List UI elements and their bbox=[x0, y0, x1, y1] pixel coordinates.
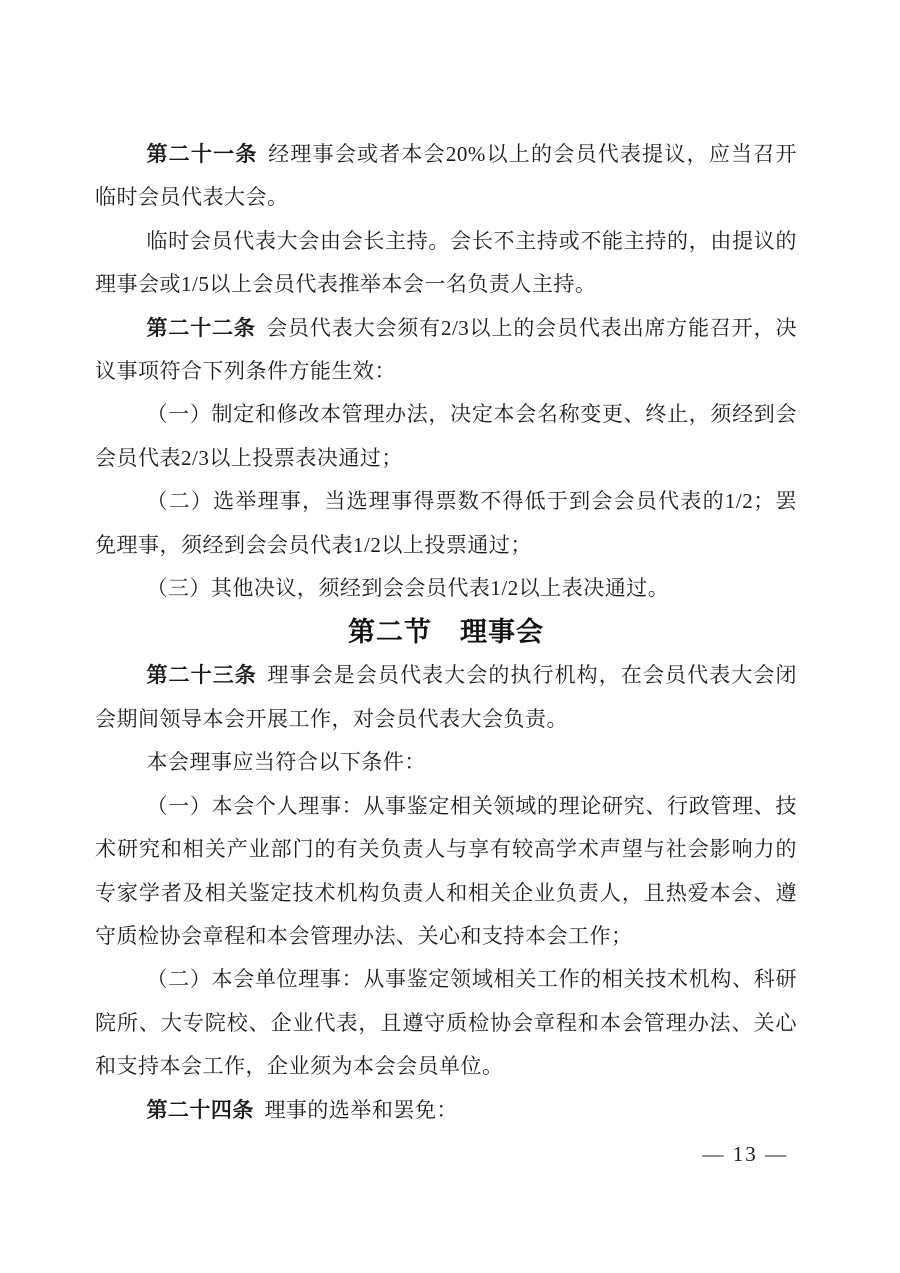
article-22-number: 第二十二条 bbox=[146, 315, 256, 340]
article-23-text: 理事会是会员代表大会的执行机构，在会员代表大会闭会期间领导本会开展工作，对会员代表大会负责。 bbox=[95, 663, 798, 731]
director-conditions-text: 本会理事应当符合以下条件： bbox=[146, 750, 426, 775]
individual-director-text: （一）本会个人理事：从事鉴定相关领域的理论研究、行政管理、技术研究和相关产业部门的有关负责人与享有较高学术声望与社会影响力的专家学者及相关鉴定技术机构负责人和相关企业负责人，且热爱本会、遵守质检协会章程和本会管理办法、关心和支持本会工作； bbox=[95, 793, 797, 948]
article-21-text: 经理事会或者本会20%以上的会员代表提议，应当召开临时会员代表大会。 bbox=[95, 142, 797, 210]
document-content bbox=[95, 133, 797, 1132]
individual-director-clause bbox=[95, 785, 797, 959]
interim-meeting-paragraph bbox=[95, 220, 797, 307]
article-21-paragraph bbox=[95, 133, 797, 220]
article-24-text: 理事的选举和罢免： bbox=[264, 1097, 458, 1122]
article-22-text: 会员代表大会须有2/3以上的会员代表出席方能召开，决议事项符合下列条件方能生效： bbox=[95, 315, 798, 384]
article-22-paragraph bbox=[95, 307, 797, 394]
article-22-clause-three bbox=[95, 567, 797, 610]
article-24-paragraph bbox=[95, 1089, 797, 1132]
section-2-heading: 第二节 理事会 bbox=[348, 617, 544, 648]
article-23-paragraph bbox=[95, 654, 797, 741]
article-23-number: 第二十三条 bbox=[146, 663, 257, 688]
clause-one-text: （一）制定和修改本管理办法，决定本会名称变更、终止，须经到会会员代表2/3以上投票表决通过； bbox=[95, 402, 797, 470]
unit-director-clause bbox=[95, 958, 797, 1088]
clause-three-text: （三）其他决议，须经到会会员代表1/2以上表决通过。 bbox=[146, 576, 670, 601]
director-conditions-paragraph bbox=[95, 741, 797, 784]
article-22-clause-one bbox=[95, 393, 797, 480]
article-24-number: 第二十四条 bbox=[146, 1097, 254, 1122]
clause-two-text: （二）选举理事，当选理事得票数不得低于到会会员代表的1/2；罢免理事，须经到会会员代表1/2以上投票通过； bbox=[95, 489, 797, 557]
unit-director-text: （二）本会单位理事：从事鉴定领域相关工作的相关技术机构、科研院所、大专院校、企业代表，且遵守质检协会章程和本会管理办法、关心和支持本会工作，企业须为本会会员单位。 bbox=[95, 967, 797, 1079]
page-number: — 13 — bbox=[702, 1142, 788, 1166]
article-21-number: 第二十一条 bbox=[146, 142, 258, 166]
interim-meeting-text: 临时会员代表大会由会长主持。会长不主持或不能主持的，由提议的理事会或1/5以上会员代表推举本会一名负责人主持。 bbox=[95, 228, 797, 297]
article-22-clause-two bbox=[95, 480, 797, 567]
